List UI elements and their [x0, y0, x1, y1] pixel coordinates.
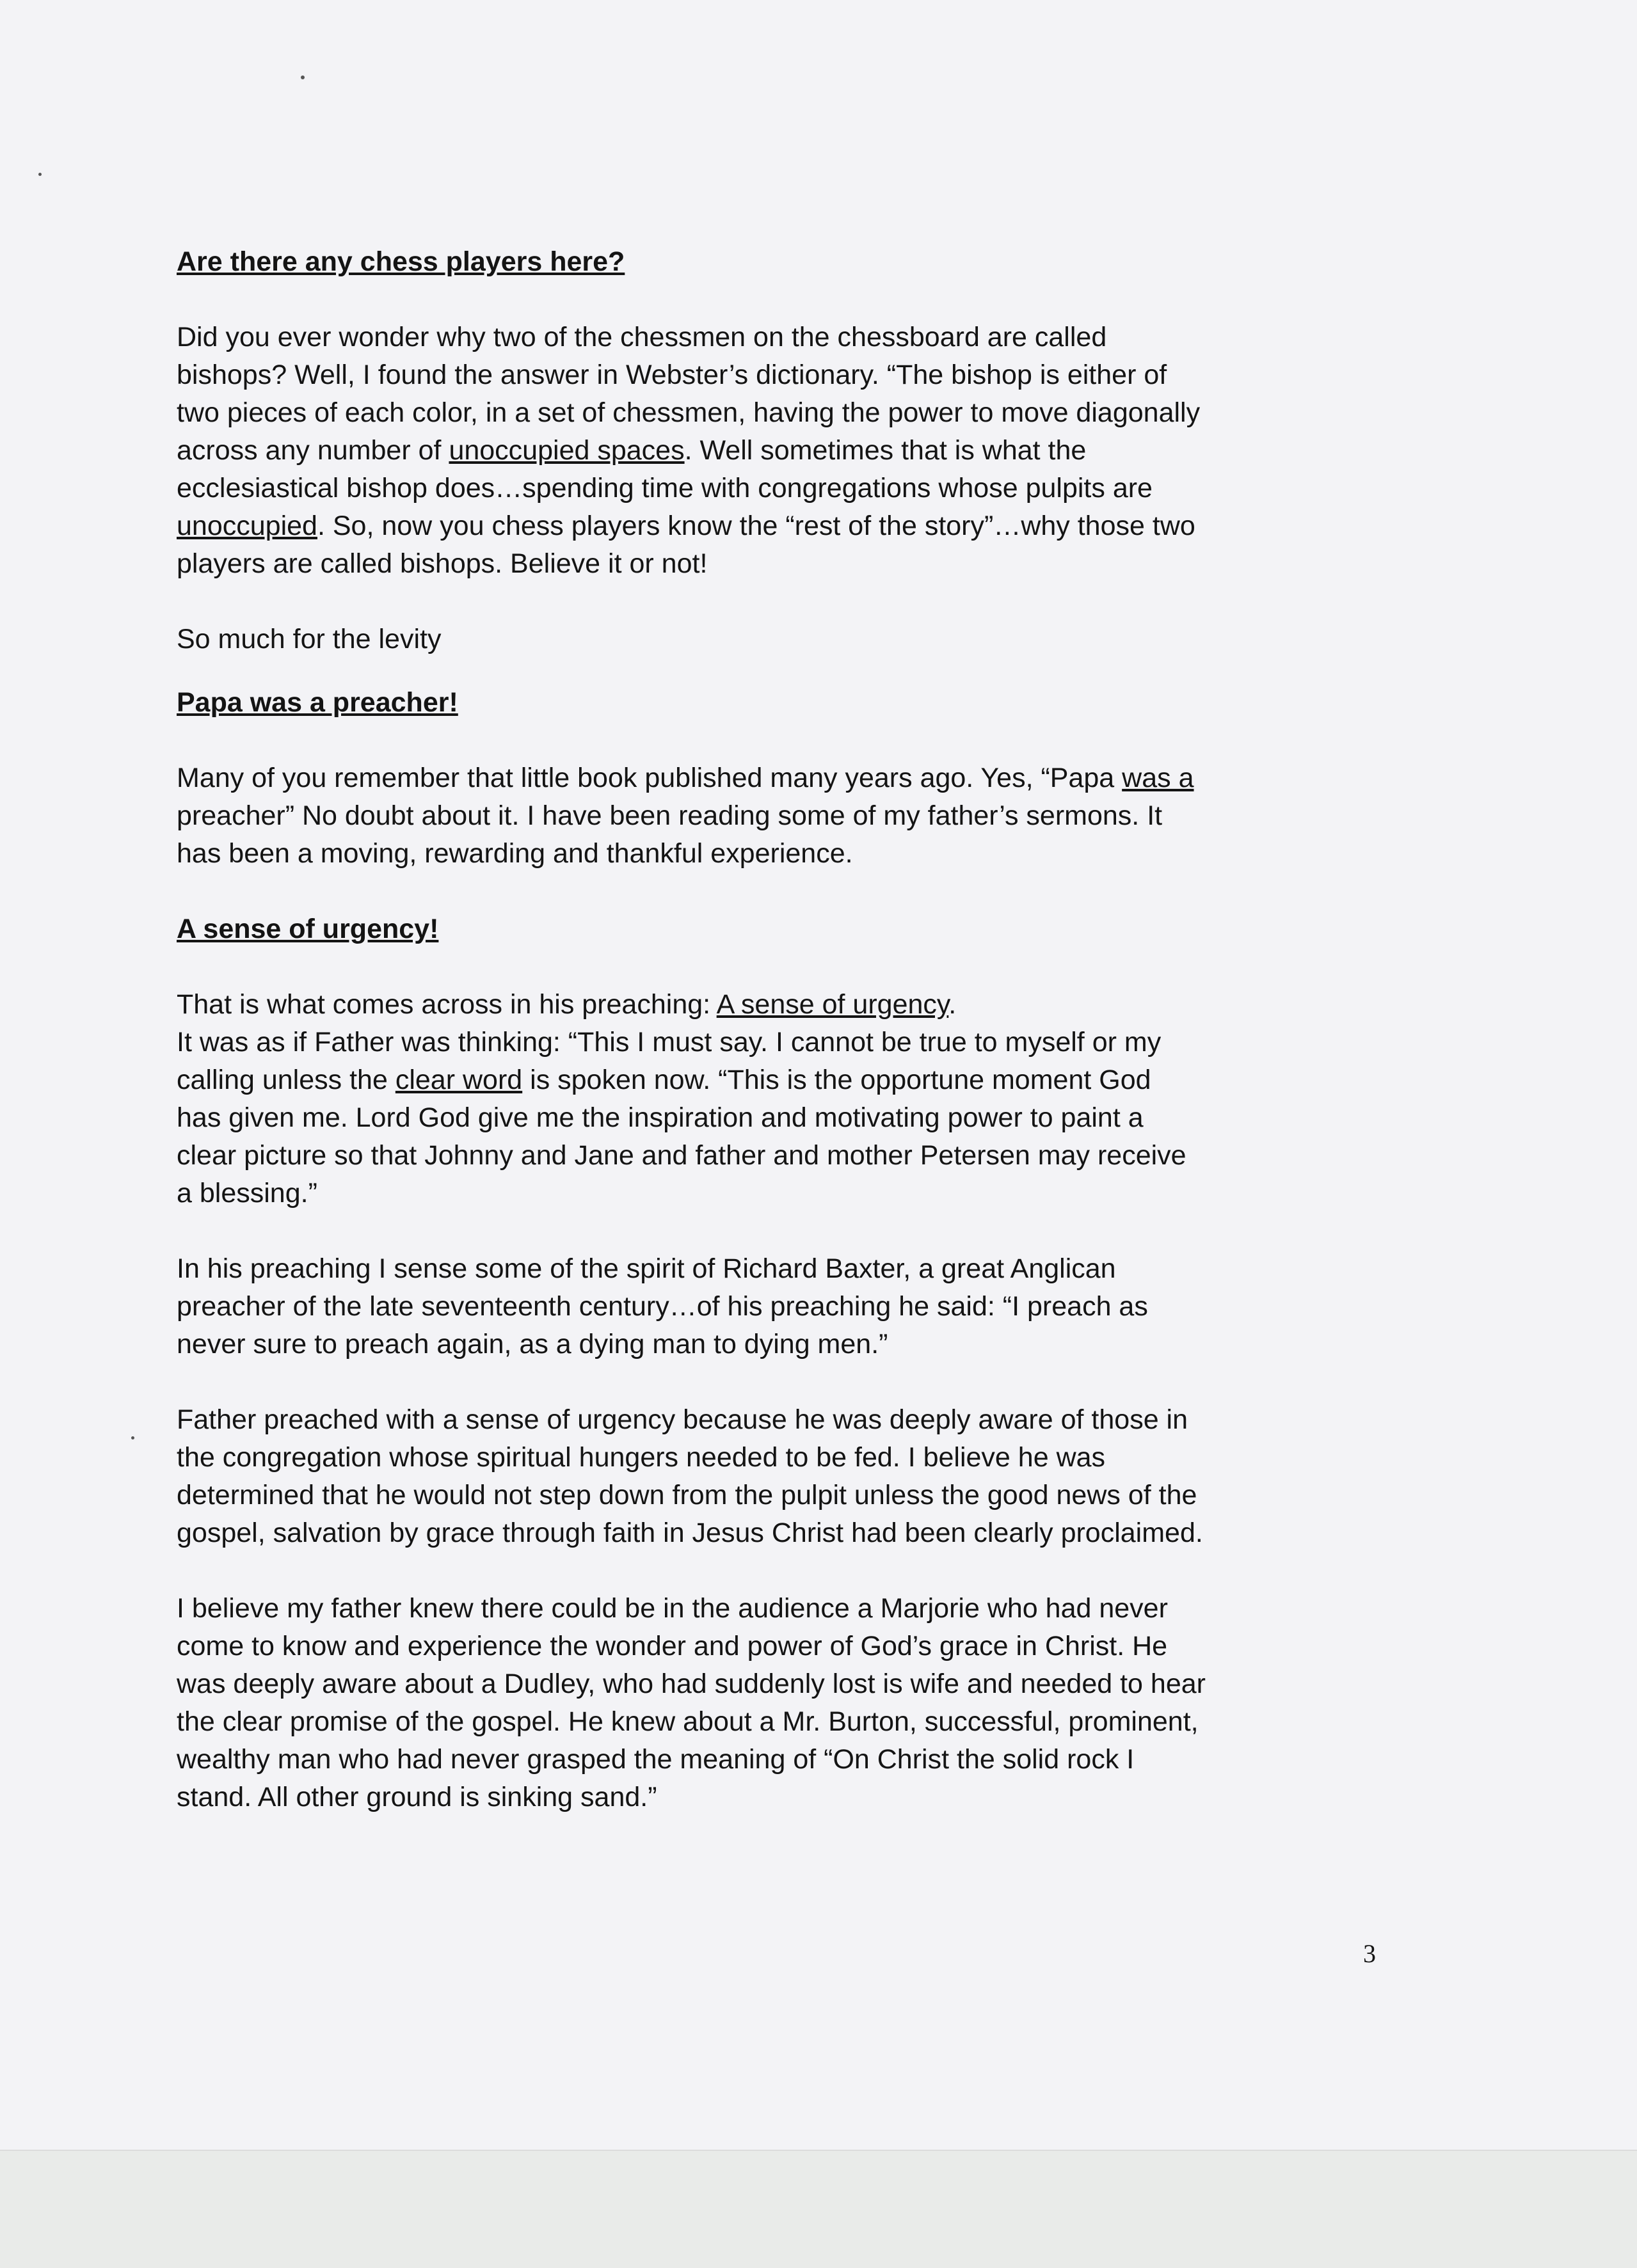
document-body: [177, 243, 1393, 1816]
scanner-background: [0, 2150, 1637, 2268]
paragraph-papa: Many of you remember that little book published many years ago. Yes, “Papa was a preacher” No doubt about it. I have been reading some of my father’s sermons. It has been a moving, rewarding and thankful experience.: [177, 763, 1194, 869]
scan-speck: [131, 1436, 134, 1439]
paragraph-levity: So much for the levity: [177, 624, 442, 654]
paragraph-baxter: In his preaching I sense some of the spirit of Richard Baxter, a great Anglican preacher of the late seventeenth century…of his preaching he said: “I preach as never sure to preach again, as a dying man to dying men.”: [177, 1253, 1148, 1360]
page-number: 3: [1363, 1939, 1376, 1968]
heading-sense-of-urgency: A sense of urgency!: [177, 914, 439, 944]
heading-chess-players: Are there any chess players here?: [177, 246, 625, 277]
scan-speck: [38, 173, 42, 176]
paragraph-believe: I believe my father knew there could be in the audience a Marjorie who had never come to know and experience the wonder and power of God’s grace in Christ. He was deeply aware about a Dudley, who had suddenly lost is wife and needed to hear the clear promise of the gospel. He knew about a Mr. Burton, successful, prominent, wealthy man who had never grasped the meaning of “On Christ the solid rock I stand. All other ground is sinking sand.”: [177, 1593, 1206, 1812]
paragraph-urgency: That is what comes across in his preaching: A sense of urgency. It was as if Father was thinking: “This I must say. I cannot be true to myself or my calling unless the clear word is spoken now. “This is the opportune moment God has given me. Lord God give me the inspiration and motivating power to paint a clear picture so that Johnny and Jane and father and mother Petersen may receive a blessing.”: [177, 989, 1186, 1209]
paragraph-father-preached: Father preached with a sense of urgency because he was deeply aware of those in the congregation whose spiritual hungers needed to be fed. I believe he was determined that he would not step down from the pulpit unless the good news of the gospel, salvation by grace through faith in Jesus Christ had been clearly proclaimed.: [177, 1404, 1203, 1548]
paragraph-chess: Did you ever wonder why two of the chessmen on the chessboard are called bishops? Well, I found the answer in Webster’s dictionary. “The bishop is either of two pieces of each color, in a set of chessmen, having the power to move diagonally across any number of unoccupied spaces. Well sometimes that is what the ecclesiastical bishop does…spending time with congregations whose pulpits are unoccupied. So, now you chess players know the “rest of the story”…why those two players are called bishops. Believe it or not!: [177, 322, 1201, 579]
scan-speck: [301, 75, 305, 79]
heading-papa-preacher: Papa was a preacher!: [177, 687, 458, 718]
